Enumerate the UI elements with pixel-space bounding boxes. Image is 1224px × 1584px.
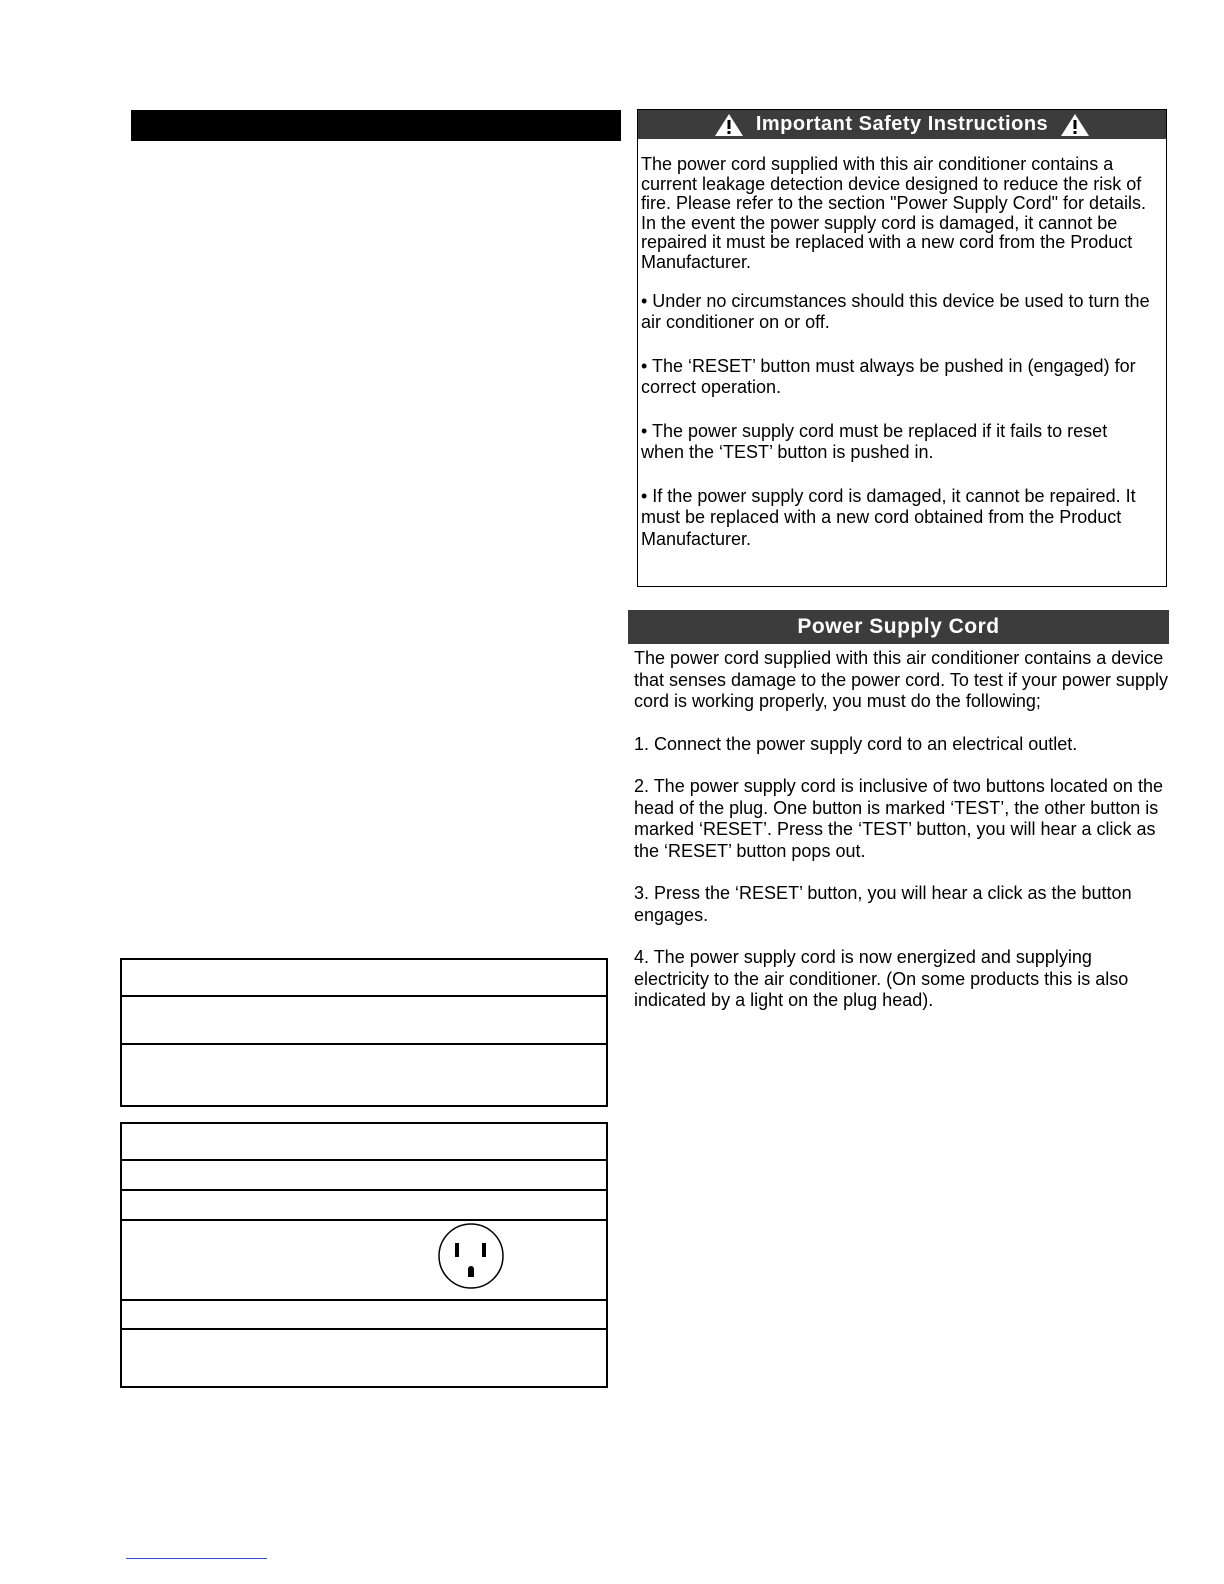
power-supply-title: Power Supply Cord (797, 615, 1000, 638)
safety-bullet: • The ‘RESET’ button must always be pushed in (engaged) for correct operation. (641, 355, 1136, 398)
warning-icon (1060, 113, 1090, 137)
table-row (122, 960, 606, 997)
table-row-outlet (122, 1221, 606, 1301)
safety-bullet: • If the power supply cord is damaged, it cannot be repaired. It must be replaced with a new cord obtained from the Product Manufacturer. (641, 485, 1136, 549)
warning-icon (714, 113, 744, 137)
safety-intro: The power cord supplied with this air conditioner contains a current leakage detection device designed to reduce the risk of fire. Please refer to the section "Power Supply Cord" for details. In the event the power supply cord is damaged, it cannot be repaired it must be replaced with a new cord from the Product Manufacturer. (641, 154, 1147, 272)
table-row (122, 1301, 606, 1330)
table-row (122, 1045, 606, 1105)
left-section-header-bar (131, 110, 621, 141)
power-step: 1. Connect the power supply cord to an electrical outlet. (634, 733, 1078, 754)
safety-title: Important Safety Instructions (755, 113, 1049, 135)
safety-body (638, 139, 1166, 550)
table-row (122, 1161, 606, 1191)
power-step: 2. The power supply cord is inclusive of two buttons located on the head of the plug. One button is marked ‘TEST’, the other button is marked ‘RESET’. Press the ‘TEST’ button, you will hear a click as the ‘RESET’ button pops out. (634, 776, 1163, 861)
table-row (122, 1191, 606, 1221)
left-table-bottom (120, 1122, 608, 1388)
power-supply-header (628, 610, 1169, 644)
safety-bullet: • The power supply cord must be replaced if it fails to reset when the ‘TEST’ button is pushed in. (641, 420, 1108, 463)
safety-header (638, 110, 1166, 139)
table-row (122, 997, 606, 1045)
footer-rule (126, 1558, 267, 1559)
safety-bullet: • Under no circumstances should this device be used to turn the air conditioner on or off. (641, 290, 1150, 333)
power-supply-body (634, 648, 1169, 1033)
safety-instructions-box (637, 109, 1167, 587)
power-step: 3. Press the ‘RESET’ button, you will hear a click as the button engages. (634, 883, 1132, 925)
power-paragraph: The power cord supplied with this air conditioner contains a device that senses damage to the power cord. To test if your power supply cord is working properly, you must do the following; (634, 648, 1168, 711)
power-step: 4. The power supply cord is now energized and supplying electricity to the air conditioner. (On some products this is also indicated by a light on the plug head). (634, 947, 1129, 1010)
electrical-outlet-icon (438, 1223, 504, 1289)
table-row (122, 1124, 606, 1161)
table-row (122, 1330, 606, 1386)
left-table-top (120, 958, 608, 1107)
